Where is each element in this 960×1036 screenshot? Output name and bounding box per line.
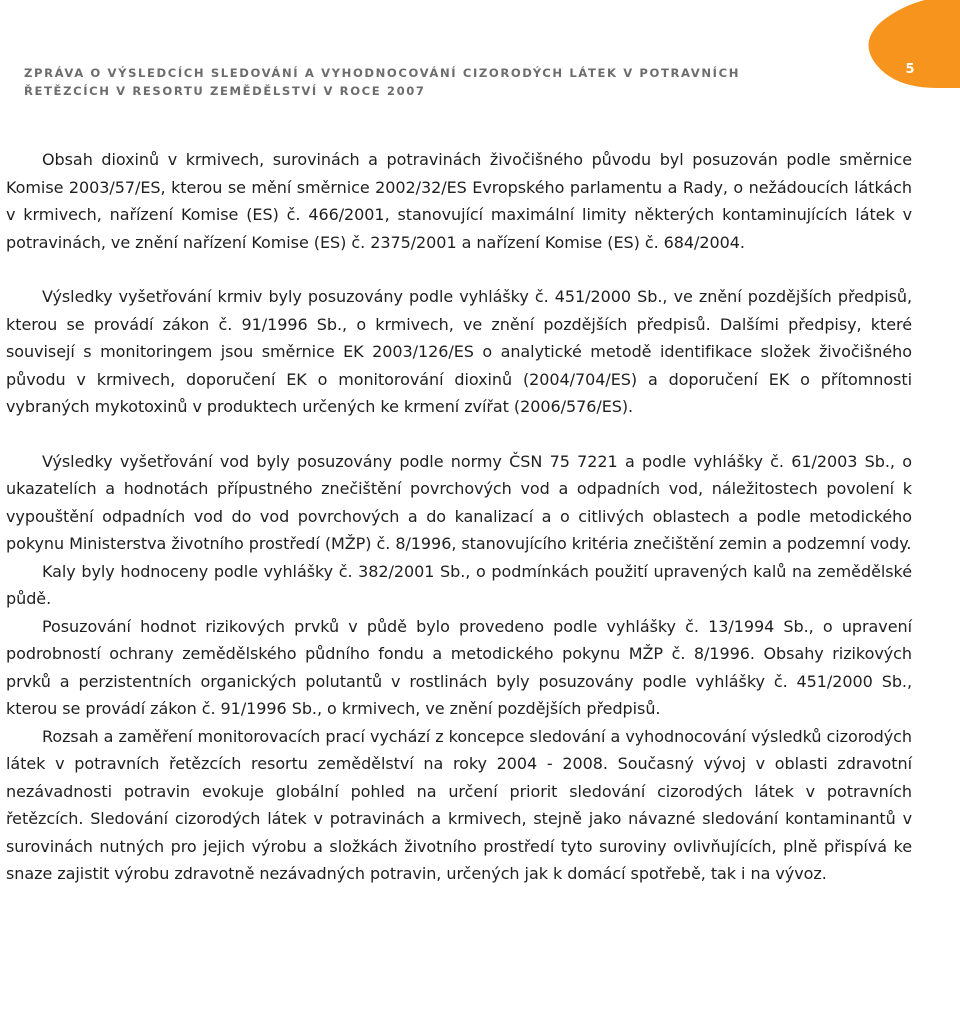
running-header-line-1: ZPRÁVA O VÝSLEDCÍCH SLEDOVÁNÍ A VYHODNOCOVÁNÍ CIZORODÝCH LÁTEK V POTRAVNÍCH [24, 66, 741, 80]
paragraph-monitoring-scope: Rozsah a zaměření monitorovacích prací vychází z koncepce sledování a vyhodnocování výsledků cizorodých látek v potravních řetězcích resortu zemědělství na roky 2004 - 2008. Současný vývoj v oblasti zdravotní nezávadnosti potravin evokuje globální pohled na určení priorit sledování cizorodých látek v potravních řetězcích. Sledování cizorodých látek v potravinách a krmivech, stejně jako návazné sledování kontaminantů v surovinách nutných pro jejich výrobu a složkách životního prostředí tyto suroviny ovlivňujících, plně přispívá ke snaze zajistit výrobu zdravotně nezávadných potravin, určených jak k domácí spotřebě, tak i na vývoz. [6, 726, 912, 883]
running-header-line-2: ŘETĚZCÍCH V RESORTU ZEMĚDĚLSTVÍ V ROCE 2007 [24, 84, 426, 98]
body-text [6, 146, 912, 888]
running-header [24, 64, 824, 100]
paragraph-soil-elements: Posuzování hodnot rizikových prvků v půdě bylo provedeno podle vyhlášky č. 13/1994 Sb., o upravení podrobností ochrany zemědělského půdního fondu a metodického pokynu MŽP č. 8/1996. Obsahy rizikových prvků a perzistentních organických polutantů v rostlinách byly posuzovány podle vyhlášky č. 451/2000 Sb., kterou se provádí zákon č. 91/1996 Sb., o krmivech, ve znění pozdějších předpisů. [6, 616, 912, 718]
paragraph-water-results: Výsledky vyšetřování vod byly posuzovány podle normy ČSN 75 7221 a podle vyhlášky č. 61/2003 Sb., o ukazatelích a hodnotách přípustného znečištění povrchových vod a odpadních vod, náležitostech povolení k vypouštění odpadních vod do vod povrchových a do kanalizací a o citlivých oblastech a podle metodického pokynu Ministerstva životního prostředí (MŽP) č. 8/1996, stanovujícího kritéria znečištění zemin a podzemní vody. [6, 451, 912, 553]
page-number: 5 [905, 62, 915, 77]
paragraph-sludge: Kaly byly hodnoceny podle vyhlášky č. 382/2001 Sb., o podmínkách použití upravených kalů na zemědělské půdě. [6, 561, 912, 608]
paragraph-dioxins: Obsah dioxinů v krmivech, surovinách a potravinách živočišného původu byl posuzován podle směrnice Komise 2003/57/ES, kterou se mění směrnice 2002/32/ES Evropského parlamentu a Rady, o nežádoucích látkách v krmivech, nařízení Komise (ES) č. 466/2001, stanovující maximální limity některých kontaminujících látek v potravinách, ve znění nařízení Komise (ES) č. 2375/2001 a nařízení Komise (ES) č. 684/2004. [6, 150, 912, 252]
paragraph-feed-results: Výsledky vyšetřování krmiv byly posuzovány podle vyhlášky č. 451/2000 Sb., ve znění pozdějších předpisů, kterou se provádí zákon č. 91/1996 Sb., o krmivech, ve znění pozdějších předpisů. Dalšími předpisy, které souvisejí s monitoringem jsou směrnice EK 2003/126/ES o analytické metodě identifikace složek živočišného původu v krmivech, doporučení EK o monitorování dioxinů (2004/704/ES) a doporučení EK o přítomnosti vybraných mykotoxinů v produktech určených ke krmení zvířat (2006/576/ES). [6, 287, 912, 416]
